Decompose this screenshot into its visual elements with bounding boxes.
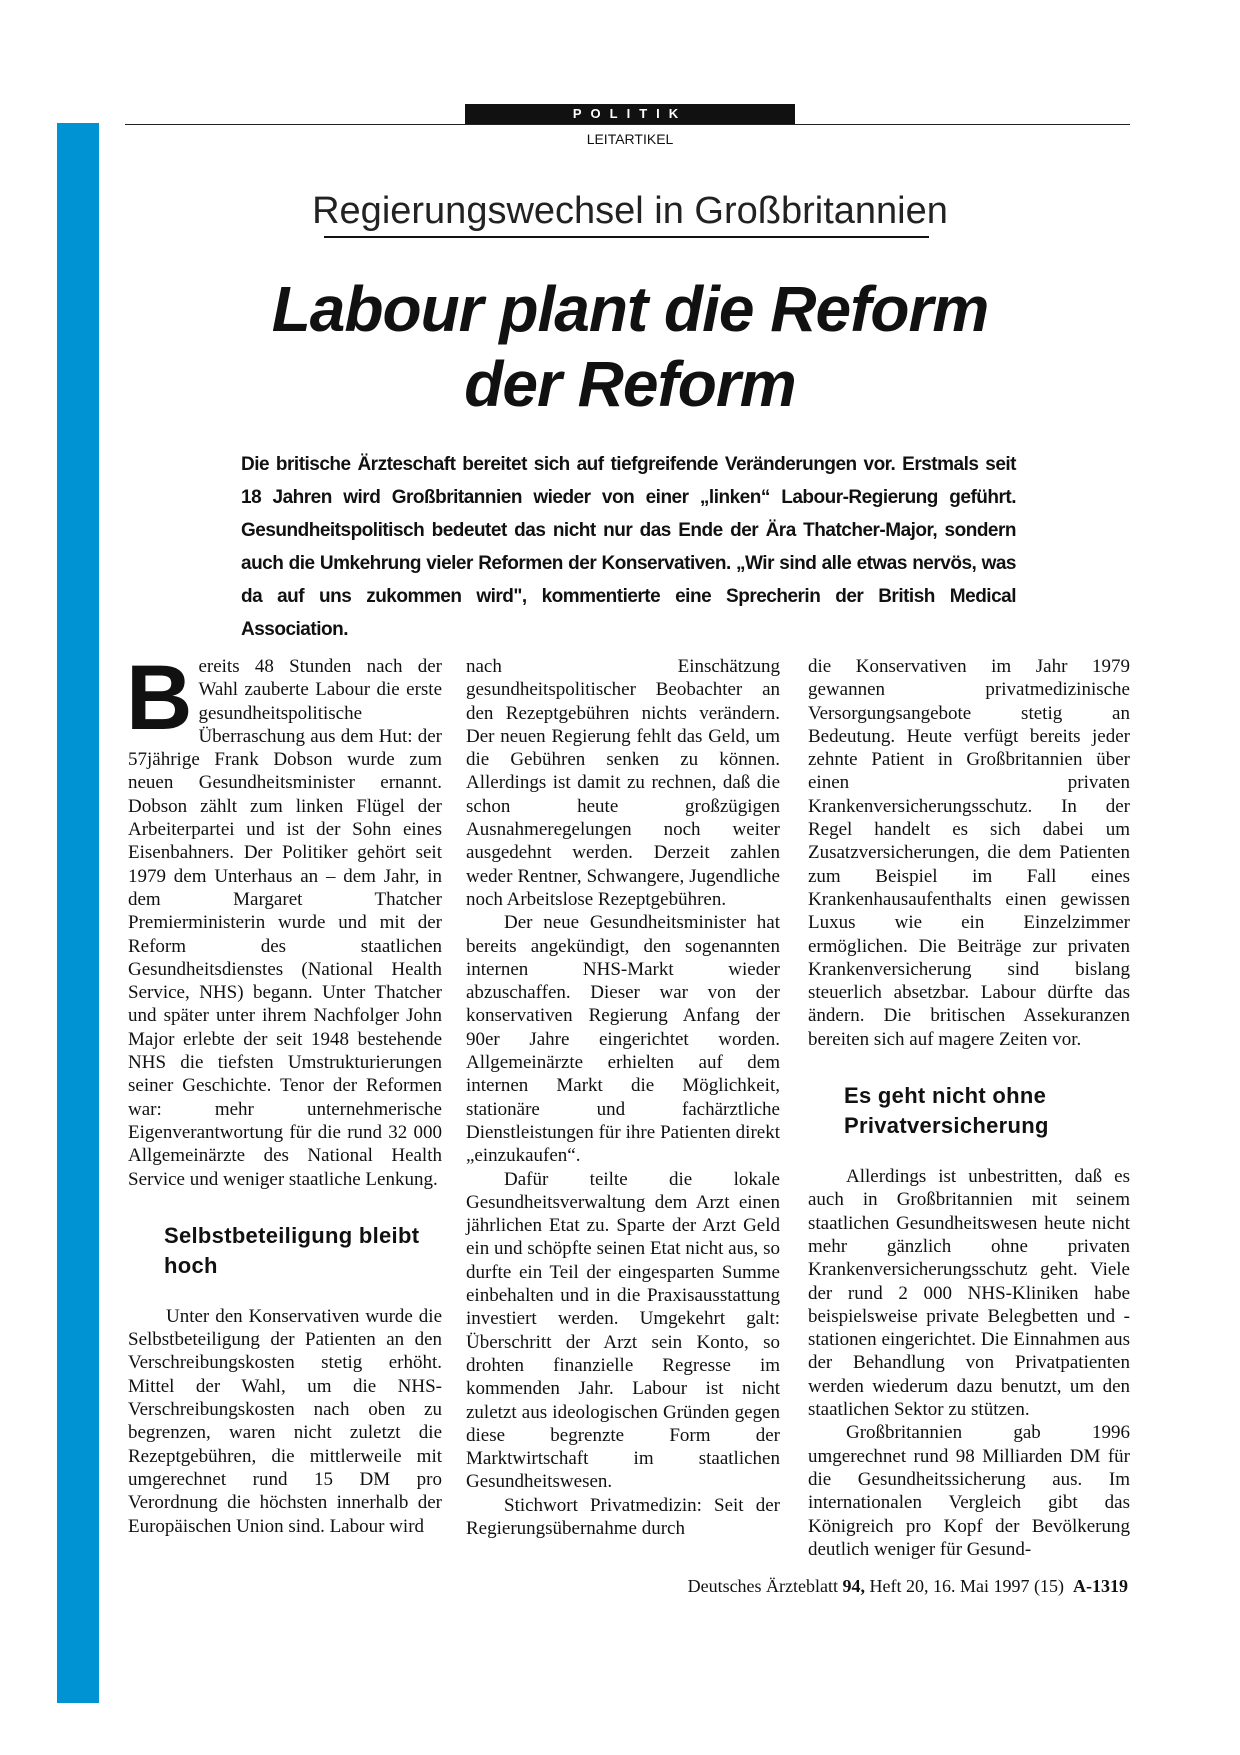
headline-line-1: Labour plant die Reform — [271, 273, 989, 345]
article-kicker: Regierungswechsel in Großbritannien — [312, 190, 948, 232]
paragraph-3: Der neue Gesundheitsminister hat bereits angekündigt, den sogenannten internen NHS-Markt wieder abzuschaffen. Dieser war von der konservativen Regierung Anfang der 90er Jahre eingerichtet worden. Allgemeinärzte erhielten auf dem internen Markt die Möglichkeit, stationäre und fachärztliche Dienstleistungen für ihre Patienten direkt „einzukaufen“. — [466, 912, 780, 1167]
article-lead: Die britische Ärzteschaft bereitet sich auf tiefgreifende Veränderungen vor. Erstmals seit 18 Jahren wird Großbritannien wieder von einer „linken“ Labour-Regierung geführt. Gesundheitspolitisch bedeutet das nicht nur das Ende der Ära Thatcher-Major, sondern auch die Umkehrung vieler Reformen der Konservativen. „Wir sind alle etwas nervös, was da auf uns zukommen wird", kommentierte eine Sprecherin der British Medical Association. — [241, 454, 1016, 640]
page-footer — [688, 1576, 1128, 1597]
subheading-privatversicherung: Es geht nicht ohne Privatversicherung — [844, 1083, 1049, 1139]
paragraph-5: Stichwort Privatmedizin: Seit der Regierungsübernahme durch — [466, 1494, 780, 1539]
drop-cap: B — [126, 647, 193, 749]
text-column-3 — [808, 655, 1130, 1561]
kicker-underline — [324, 236, 929, 238]
section-label: POLITIK — [465, 104, 795, 124]
page-number: A-1319 — [1073, 1576, 1128, 1596]
paragraph-7: Großbritannien gab 1996 umgerechnet rund 98 Milliarden DM für die Gesundheitssicherung aus. Im internationalen Vergleich gibt das Königreich pro Kopf der Bevölkerung deutlich weniger für Gesund- — [808, 1422, 1130, 1560]
journal-name: Deutsches Ärzteblatt — [687, 1576, 839, 1596]
paragraph-4: Dafür teilte die lokale Gesundheitsverwaltung dem Arzt einen jährlichen Etat zu. Sparte der Arzt Geld ein und schöpfte seinen Etat nicht aus, so durfte ein Teil der eingesparten Summe einbehalten und in die Praxisausstattung investiert werden. Umgekehrt galt: Überschritt der Arzt sein Konto, so drohten finanzielle Regresse im kommenden Jahr. Labour ist nicht zuletzt aus ideologischen Gründen gegen diese begrenzte Form der Marktwirtschaft im staatlichen Gesundheitswesen. — [466, 1168, 780, 1493]
header-rule — [125, 124, 1130, 125]
journal-volume: 94, — [842, 1576, 866, 1596]
accent-side-bar — [57, 123, 99, 1703]
subsection-label: LEITARTIKEL — [586, 131, 674, 147]
text-column-1 — [126, 647, 442, 1538]
subheading-selbstbeteiligung: Selbstbeteiligung bleibt hoch — [164, 1222, 420, 1278]
paragraph-1: Bereits 48 Stunden nach der Wahl zauberte Labour die erste gesundheitspolitische Überraschung aus dem Hut: der 57jährige Frank Dobson wurde zum neuen Gesundheitsminister ernannt. Dobson zählt zum linken Flügel der Arbeiterpartei und ist der Sohn eines Eisenbahners. Der Politiker gehört seit 1979 dem Unterhaus an – dem Jahr, in dem Margaret Thatcher Premierministerin wurde und mit der Reform des staatlichen Gesundheitsdienstes (National Health Service, NHS) begann. Unter Thatcher und später unter ihrem Nachfolger John Major erlebte der seit 1948 bestehende NHS die tiefsten Umstrukturierungen seiner Geschichte. Tenor der Reformen war: mehr unternehmerische Eigenverantwortung für die rund 32 000 Allgemeinärzte des National Health Service und weniger staatliche Lenkung. — [126, 647, 442, 1190]
paragraph-2: Unter den Konservativen wurde die Selbstbeteiligung der Patienten an den Verschreibungskosten stetig erhöht. Mittel der Wahl, um die NHS-Verschreibungskosten nach oben zu begrenzen, waren nicht zuletzt die Rezeptgebühren, die mittlerweile mit umgerechnet rund 15 DM pro Verordnung die höchsten innerhalb der Europäischen Union sind. Labour wird — [128, 1305, 442, 1537]
article-headline — [150, 272, 1110, 422]
issue-info: Heft 20, 16. Mai 1997 (15) — [869, 1576, 1064, 1596]
paragraph-6: Allerdings ist unbestritten, daß es auch in Großbritannien mit seinem staatlichen Gesundheitswesen heute nicht mehr gänzlich ohne privaten Krankenversicherungsschutz geht. Viele der rund 2 000 NHS-Kliniken habe beispielsweise private Belegbetten und -stationen eingerichtet. Die Einnahmen aus der Behandlung von Privatpatienten werden wiederum dazu benutzt, um den staatlichen Sektor zu stützen. — [808, 1166, 1130, 1421]
paragraph-5-continued: die Konservativen im Jahr 1979 gewannen privatmedizinische Versorgungsangebote stetig an Bedeutung. Heute verfügt bereits jeder zehnte Patient in Großbritannien über einen privaten Krankenversicherungsschutz. In der Regel handelt es sich dabei um Zusatzversicherungen, die dem Patienten zum Beispiel im Fall eines Krankenhausaufenthalts einen gewissen Luxus wie ein Einzelzimmer ermöglichen. Die Beiträge zur privaten Krankenversicherung sind bislang steuerlich absetzbar. Labour dürfte das ändern. Die britischen Assekuranzen bereiten sich auf magere Zeiten vor. — [808, 656, 1130, 1050]
headline-line-2: der Reform — [464, 348, 796, 420]
paragraph-2-continued: nach Einschätzung gesundheitspolitischer Beobachter an den Rezeptgebühren nichts verändern. Der neuen Regierung fehlt das Geld, um die Gebühren senken zu können. Allerdings ist damit zu rechnen, daß die schon heute großzügigen Ausnahmeregelungen noch weiter ausgedehnt werden. Derzeit zahlen weder Rentner, Schwangere, Jugendliche noch Arbeitslose Rezeptgebühren. — [466, 656, 780, 910]
text-column-2 — [466, 655, 780, 1540]
